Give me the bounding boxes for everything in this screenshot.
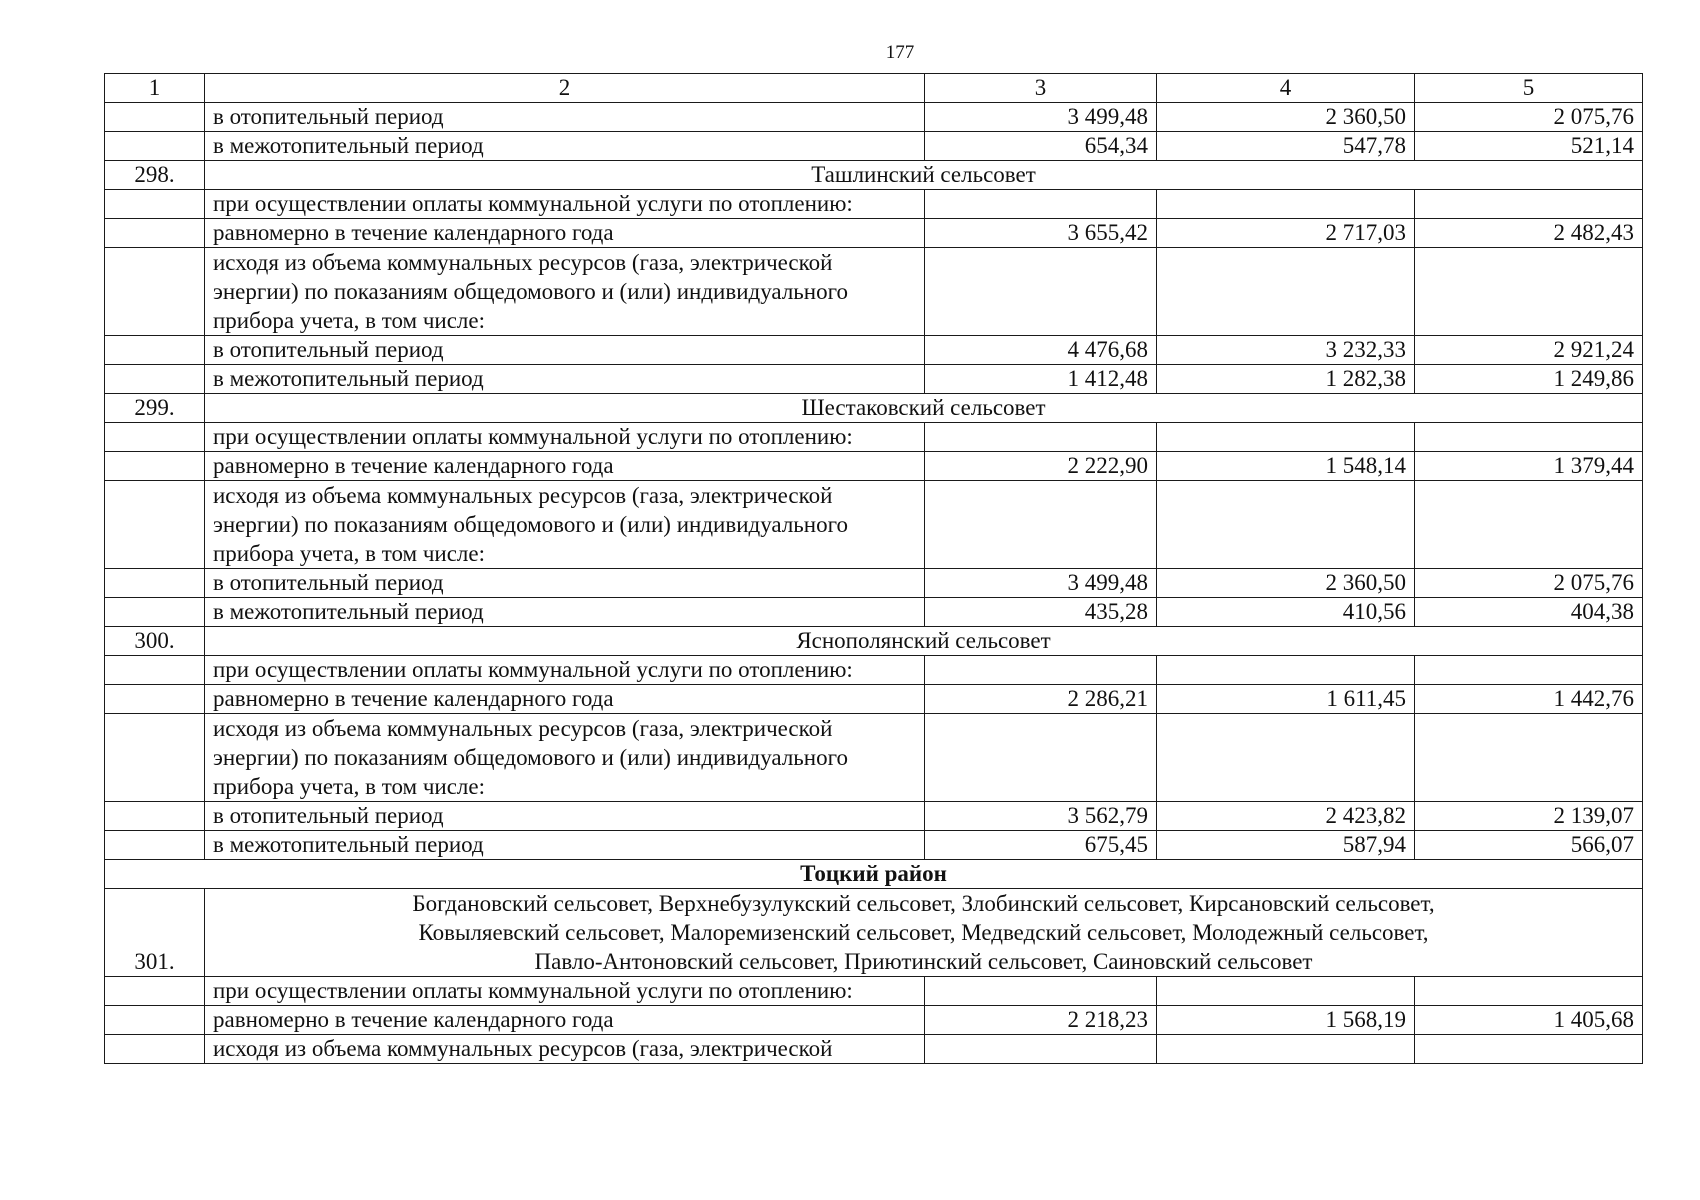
value-col-3: [925, 248, 1157, 336]
value-col-5: 1 249,86: [1415, 365, 1643, 394]
value-col-5: [1415, 481, 1643, 569]
value-col-3: 3 499,48: [925, 569, 1157, 598]
payment-label: при осуществлении оплаты коммунальной услуги по отоплению:: [205, 190, 925, 219]
meter-line: прибора учета, в том числе:: [213, 308, 485, 333]
value-col-4: 2 717,03: [1157, 219, 1415, 248]
table-row: [105, 423, 1643, 452]
value-col-3: 2 222,90: [925, 452, 1157, 481]
row-number-cell: [105, 190, 205, 219]
table-row: [105, 103, 1643, 132]
table-row: [105, 336, 1643, 365]
row-number-cell: [105, 103, 205, 132]
value-col-5: 566,07: [1415, 831, 1643, 860]
row-label: в межотопительный период: [205, 365, 925, 394]
meter-description: [205, 714, 925, 802]
section-number: 300.: [105, 627, 205, 656]
value-col-3: 654,34: [925, 132, 1157, 161]
row-number-cell: [105, 569, 205, 598]
section-header-row: [105, 161, 1643, 190]
table-row: [105, 714, 1643, 802]
value-col-5: [1415, 1035, 1643, 1064]
value-col-3: 1 412,48: [925, 365, 1157, 394]
table-row: [105, 132, 1643, 161]
value-col-4: 2 360,50: [1157, 569, 1415, 598]
meter-line: исходя из объема коммунальных ресурсов (газа, электрической: [213, 716, 833, 741]
table-row: [105, 656, 1643, 685]
column-header-5: 5: [1415, 74, 1643, 103]
row-label: равномерно в течение календарного года: [205, 1006, 925, 1035]
meter-line: энергии) по показаниям общедомового и (или) индивидуального: [213, 745, 848, 770]
table-row: [105, 569, 1643, 598]
table-row: [105, 248, 1643, 336]
value-col-4: 1 548,14: [1157, 452, 1415, 481]
table-row: [105, 365, 1643, 394]
value-col-5: [1415, 656, 1643, 685]
value-col-4: 1 568,19: [1157, 1006, 1415, 1035]
tariff-table: [104, 73, 1643, 1064]
value-col-4: 1 611,45: [1157, 685, 1415, 714]
meter-line: исходя из объема коммунальных ресурсов (газа, электрической: [213, 250, 833, 275]
value-col-5: 521,14: [1415, 132, 1643, 161]
value-col-3: [925, 977, 1157, 1006]
row-number-cell: [105, 423, 205, 452]
section-title: Ташлинский сельсовет: [205, 161, 1643, 190]
value-col-3: [925, 481, 1157, 569]
table-row: [105, 190, 1643, 219]
value-col-3: [925, 423, 1157, 452]
section-header-row: [105, 889, 1643, 977]
row-number-cell: [105, 685, 205, 714]
meter-description: [205, 481, 925, 569]
section-title-line: Павло-Антоновский сельсовет, Приютинский сельсовет, Саиновский сельсовет: [534, 949, 1313, 974]
value-col-5: [1415, 423, 1643, 452]
table-row: [105, 685, 1643, 714]
value-col-5: 1 405,68: [1415, 1006, 1643, 1035]
value-col-3: 4 476,68: [925, 336, 1157, 365]
district-header-row: [105, 860, 1643, 889]
row-label: в отопительный период: [205, 336, 925, 365]
value-col-3: 2 218,23: [925, 1006, 1157, 1035]
value-col-4: 2 360,50: [1157, 103, 1415, 132]
value-col-3: 3 655,42: [925, 219, 1157, 248]
row-number-cell: [105, 1006, 205, 1035]
value-col-4: 1 282,38: [1157, 365, 1415, 394]
meter-line: энергии) по показаниям общедомового и (или) индивидуального: [213, 512, 848, 537]
column-header-3: 3: [925, 74, 1157, 103]
value-col-5: 2 075,76: [1415, 103, 1643, 132]
row-number-cell: [105, 802, 205, 831]
value-col-3: [925, 1035, 1157, 1064]
value-col-4: 410,56: [1157, 598, 1415, 627]
value-col-4: 3 232,33: [1157, 336, 1415, 365]
value-col-5: 1 442,76: [1415, 685, 1643, 714]
page-number: 177: [885, 42, 915, 63]
value-col-3: [925, 656, 1157, 685]
table-row: [105, 977, 1643, 1006]
row-number-cell: [105, 714, 205, 802]
row-number-cell: [105, 452, 205, 481]
value-col-3: [925, 714, 1157, 802]
row-label: в межотопительный период: [205, 598, 925, 627]
row-number-cell: [105, 132, 205, 161]
value-col-5: 404,38: [1415, 598, 1643, 627]
value-col-3: 435,28: [925, 598, 1157, 627]
section-title-line: Ковыляевский сельсовет, Малоремизенский сельсовет, Медведский сельсовет, Молодежный сельсовет,: [418, 920, 1429, 945]
value-col-5: 2 921,24: [1415, 336, 1643, 365]
value-col-5: 2 075,76: [1415, 569, 1643, 598]
row-label: равномерно в течение календарного года: [205, 452, 925, 481]
value-col-5: [1415, 248, 1643, 336]
row-label: равномерно в течение календарного года: [205, 685, 925, 714]
payment-label: при осуществлении оплаты коммунальной услуги по отоплению:: [205, 656, 925, 685]
payment-label: при осуществлении оплаты коммунальной услуги по отоплению:: [205, 423, 925, 452]
row-label: в межотопительный период: [205, 831, 925, 860]
meter-line: исходя из объема коммунальных ресурсов (газа, электрической: [205, 1035, 925, 1064]
row-number-cell: [105, 598, 205, 627]
section-title: Яснополянский сельсовет: [205, 627, 1643, 656]
row-number-cell: [105, 336, 205, 365]
value-col-4: [1157, 1035, 1415, 1064]
column-header-2: 2: [205, 74, 925, 103]
section-title: [205, 889, 1643, 977]
value-col-4: 547,78: [1157, 132, 1415, 161]
value-col-4: 587,94: [1157, 831, 1415, 860]
row-label: в отопительный период: [205, 802, 925, 831]
meter-line: исходя из объема коммунальных ресурсов (газа, электрической: [213, 483, 833, 508]
table-row: [105, 219, 1643, 248]
value-col-4: [1157, 656, 1415, 685]
section-number: 299.: [105, 394, 205, 423]
value-col-4: [1157, 481, 1415, 569]
value-col-3: 675,45: [925, 831, 1157, 860]
payment-label: при осуществлении оплаты коммунальной услуги по отоплению:: [205, 977, 925, 1006]
row-label: равномерно в течение календарного года: [205, 219, 925, 248]
row-number-cell: [105, 656, 205, 685]
value-col-4: [1157, 977, 1415, 1006]
value-col-3: 3 562,79: [925, 802, 1157, 831]
row-label: в межотопительный период: [205, 132, 925, 161]
value-col-4: [1157, 248, 1415, 336]
row-number-cell: [105, 481, 205, 569]
row-number-cell: [105, 831, 205, 860]
section-number: 301.: [105, 889, 205, 977]
value-col-5: [1415, 714, 1643, 802]
value-col-4: [1157, 190, 1415, 219]
table-row: [105, 452, 1643, 481]
row-label: в отопительный период: [205, 103, 925, 132]
meter-line: прибора учета, в том числе:: [213, 541, 485, 566]
value-col-3: 2 286,21: [925, 685, 1157, 714]
value-col-5: 2 482,43: [1415, 219, 1643, 248]
table-row: [105, 481, 1643, 569]
table-row: [105, 1035, 1643, 1064]
row-number-cell: [105, 1035, 205, 1064]
section-number: 298.: [105, 161, 205, 190]
row-number-cell: [105, 365, 205, 394]
value-col-4: [1157, 714, 1415, 802]
row-number-cell: [105, 219, 205, 248]
column-header-1: 1: [105, 74, 205, 103]
value-col-4: 2 423,82: [1157, 802, 1415, 831]
section-header-row: [105, 627, 1643, 656]
value-col-5: 1 379,44: [1415, 452, 1643, 481]
meter-line: энергии) по показаниям общедомового и (или) индивидуального: [213, 279, 848, 304]
row-label: в отопительный период: [205, 569, 925, 598]
table-row: [105, 598, 1643, 627]
table-row: [105, 802, 1643, 831]
meter-description: [205, 248, 925, 336]
value-col-3: [925, 190, 1157, 219]
value-col-3: 3 499,48: [925, 103, 1157, 132]
meter-line: прибора учета, в том числе:: [213, 774, 485, 799]
table-row: [105, 831, 1643, 860]
district-title: Тоцкий район: [105, 860, 1643, 889]
value-col-4: [1157, 423, 1415, 452]
table-row: [105, 1006, 1643, 1035]
row-number-cell: [105, 977, 205, 1006]
row-number-cell: [105, 248, 205, 336]
section-title: Шестаковский сельсовет: [205, 394, 1643, 423]
value-col-5: 2 139,07: [1415, 802, 1643, 831]
column-header-4: 4: [1157, 74, 1415, 103]
section-title-line: Богдановский сельсовет, Верхнебузулукский сельсовет, Злобинский сельсовет, Кирсановский сельсовет,: [412, 891, 1435, 916]
value-col-5: [1415, 977, 1643, 1006]
value-col-5: [1415, 190, 1643, 219]
column-header-row: [105, 74, 1643, 103]
section-header-row: [105, 394, 1643, 423]
